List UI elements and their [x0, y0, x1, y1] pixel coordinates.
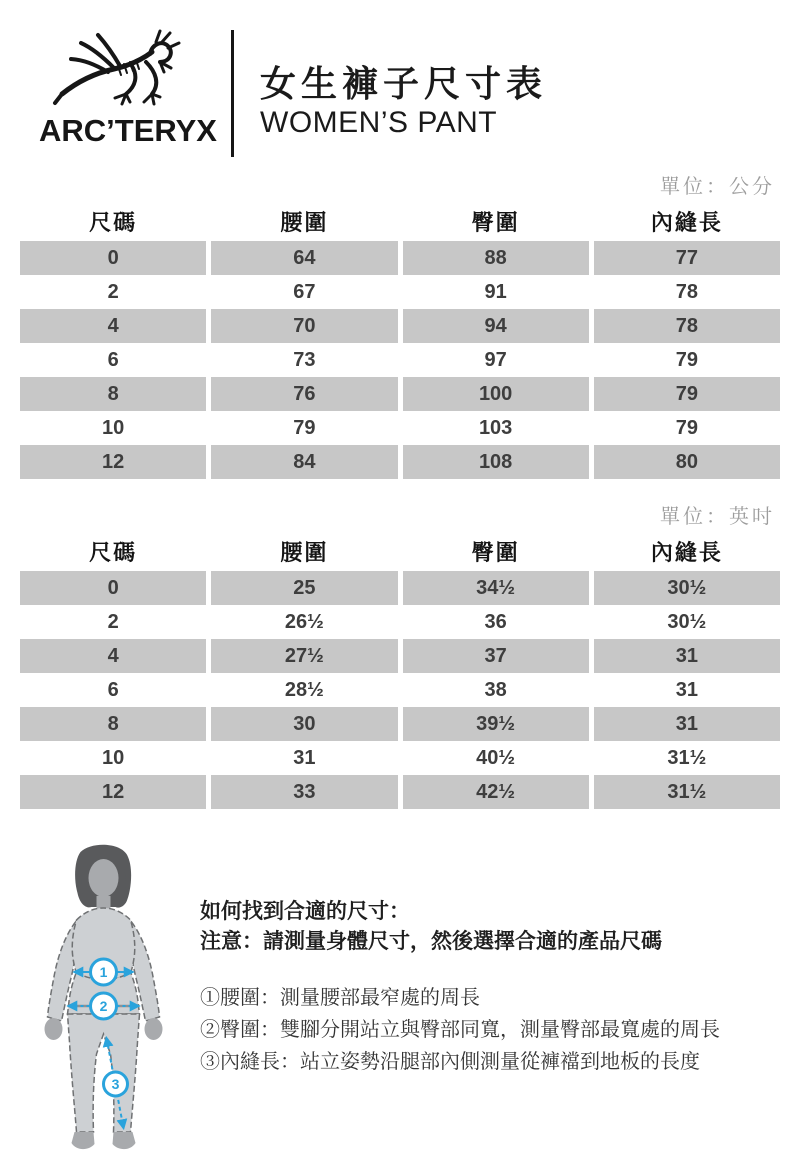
table-row: [20, 445, 780, 479]
table-row: [20, 343, 780, 377]
column-header-inseam: 內縫長: [650, 539, 723, 565]
table-cell: 37: [403, 639, 589, 673]
table-cell: 12: [20, 775, 206, 809]
figure-foot-left: [72, 1132, 95, 1149]
column-header-hip: 臀圍: [471, 539, 520, 565]
column-header-size: 尺碼: [89, 209, 138, 235]
table-row: [20, 377, 780, 411]
table-cell: 26½: [284, 610, 324, 633]
table-cell: 42½: [403, 775, 589, 809]
table-cell: 40½: [476, 746, 516, 769]
table-cell: 30½: [667, 610, 707, 633]
arcteryx-bird-logo-icon: [48, 22, 208, 122]
table-cell: 79: [675, 416, 698, 439]
table-cell: 2: [107, 610, 119, 633]
table-row: [20, 241, 780, 275]
table-cell: 31½: [667, 746, 707, 769]
header-divider: [231, 30, 234, 157]
table-cell: 108: [403, 445, 589, 479]
table-cell: 36: [484, 610, 507, 633]
size-table-inch: [20, 531, 780, 809]
table-cell: 79: [293, 416, 316, 439]
fit-guide-step-waist: ①腰圍：測量腰部最窄處的周長: [200, 987, 480, 1009]
table-cell: 31: [293, 746, 316, 769]
table-row: [20, 571, 780, 605]
table-cell: 31: [594, 639, 780, 673]
table-cell: 73: [293, 348, 316, 371]
table-cell: 67: [293, 280, 316, 303]
table-cell: 34½: [403, 571, 589, 605]
figure-face: [89, 859, 119, 897]
table-cell: 31: [675, 678, 698, 701]
fit-guide-heading: 如何找到合適的尺寸：: [200, 900, 410, 923]
table-cell: 28½: [284, 678, 324, 701]
table-cell: 25: [211, 571, 397, 605]
table-cell: 10: [102, 746, 125, 769]
figure-hand-right: [145, 1018, 163, 1040]
unit-label-cm: 單位：公分: [660, 176, 775, 198]
table-row: [20, 309, 780, 343]
fit-guide-step-inseam: ③內縫長：站立姿勢沿腿部內側測量從褲襠到地板的長度: [200, 1051, 700, 1073]
marker-3-number: 3: [111, 1076, 120, 1092]
table-cell: 70: [211, 309, 397, 343]
column-header-waist: 腰圍: [280, 539, 329, 565]
table-row: [20, 639, 780, 673]
table-cell: 79: [675, 348, 698, 371]
table-cell: 78: [675, 280, 698, 303]
page-title-zh: 女生褲子尺寸表: [260, 63, 548, 104]
table-cell: 33: [211, 775, 397, 809]
table-header-row: [20, 201, 780, 241]
table-row: [20, 775, 780, 809]
page-title-en: WOMEN’S PANT: [260, 106, 498, 139]
column-header-waist: 腰圍: [280, 209, 329, 235]
brand-wordmark: ARC’TERYX: [39, 113, 217, 148]
table-row: [20, 275, 780, 309]
table-cell: 38: [484, 678, 507, 701]
table-cell: 31: [594, 707, 780, 741]
table-cell: 8: [20, 377, 206, 411]
table-cell: 103: [478, 416, 513, 439]
table-cell: 0: [20, 571, 206, 605]
fit-guide-step-hip: ②臀圍：雙腳分開站立與臀部同寬，測量臀部最寬處的周長: [200, 1019, 720, 1041]
table-cell: 8: [20, 707, 206, 741]
table-cell: 80: [594, 445, 780, 479]
table-cell: 30: [211, 707, 397, 741]
column-header-hip: 臀圍: [471, 209, 520, 235]
table-cell: 76: [211, 377, 397, 411]
marker-2-number: 2: [99, 998, 108, 1014]
figure-legs: [68, 1014, 140, 1132]
table-cell: 12: [20, 445, 206, 479]
body-measurement-figure: [28, 842, 193, 1169]
figure-hand-left: [45, 1018, 63, 1040]
size-table-cm: [20, 201, 780, 479]
table-cell: 2: [107, 280, 119, 303]
table-cell: 79: [594, 377, 780, 411]
table-cell: 6: [107, 348, 119, 371]
table-cell: 4: [20, 309, 206, 343]
table-header-row: [20, 531, 780, 571]
table-cell: 27½: [211, 639, 397, 673]
table-cell: 30½: [594, 571, 780, 605]
table-cell: 64: [211, 241, 397, 275]
marker-1-number: 1: [99, 964, 108, 980]
table-cell: 94: [403, 309, 589, 343]
table-cell: 4: [20, 639, 206, 673]
table-cell: 100: [403, 377, 589, 411]
table-cell: 0: [20, 241, 206, 275]
fit-guide-steps: [200, 982, 788, 1078]
table-row: [20, 707, 780, 741]
table-cell: 31½: [594, 775, 780, 809]
figure-foot-right: [113, 1132, 136, 1149]
table-cell: 78: [594, 309, 780, 343]
column-header-size: 尺碼: [89, 539, 138, 565]
table-cell: 91: [484, 280, 507, 303]
fit-guide: [200, 897, 788, 1078]
table-row: [20, 741, 780, 775]
table-row: [20, 605, 780, 639]
table-cell: 10: [102, 416, 125, 439]
table-cell: 97: [484, 348, 507, 371]
table-cell: 84: [211, 445, 397, 479]
table-row: [20, 673, 780, 707]
table-cell: 77: [594, 241, 780, 275]
table-cell: 39½: [403, 707, 589, 741]
table-cell: 88: [403, 241, 589, 275]
fit-guide-note: 注意：請測量身體尺寸，然後選擇合適的產品尺碼: [200, 930, 662, 953]
table-row: [20, 411, 780, 445]
unit-label-inch: 單位：英吋: [660, 506, 775, 528]
table-cell: 6: [107, 678, 119, 701]
column-header-inseam: 內縫長: [650, 209, 723, 235]
